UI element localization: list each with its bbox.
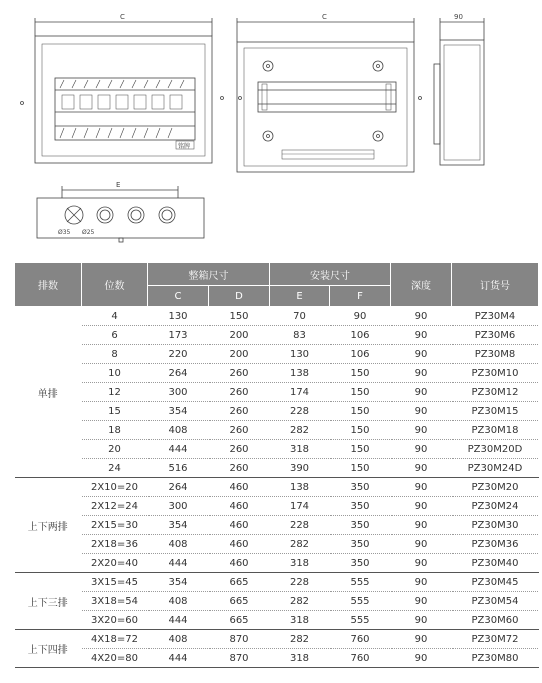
c-cell: 408 (148, 592, 209, 611)
e-cell: 282 (270, 630, 330, 649)
positions-cell: 3X18=54 (82, 592, 148, 611)
d-cell: 870 (209, 649, 270, 668)
order-no-cell: PZ30M8 (452, 345, 539, 364)
c-cell: 444 (148, 440, 209, 459)
c-cell: 354 (148, 402, 209, 421)
table-row (15, 402, 539, 421)
d-cell: 150 (209, 307, 270, 326)
group-label: 上下两排 (15, 478, 82, 573)
f-cell: 555 (330, 592, 391, 611)
order-no-cell: PZ30M54 (452, 592, 539, 611)
c-cell: 444 (148, 611, 209, 630)
order-no-cell: PZ30M18 (452, 421, 539, 440)
d-cell: 460 (209, 497, 270, 516)
order-no-cell: PZ30M60 (452, 611, 539, 630)
d-cell: 260 (209, 402, 270, 421)
positions-cell: 3X20=60 (82, 611, 148, 630)
e-cell: 228 (270, 402, 330, 421)
table-row (15, 649, 539, 668)
e-cell: 70 (270, 307, 330, 326)
positions-cell: 15 (82, 402, 148, 421)
header-d: D (209, 286, 270, 307)
e-cell: 282 (270, 421, 330, 440)
d-cell: 665 (209, 611, 270, 630)
header-rows: 排数 (15, 263, 82, 307)
f-cell: 90 (330, 307, 391, 326)
side-dim-label: 90 (454, 13, 463, 21)
header-depth: 深度 (391, 263, 452, 307)
f-cell: 555 (330, 573, 391, 592)
header-positions: 位数 (82, 263, 148, 307)
table-body (15, 307, 539, 668)
order-no-cell: PZ30M20D (452, 440, 539, 459)
table-row (15, 573, 539, 592)
table-row (15, 630, 539, 649)
depth-cell: 90 (391, 554, 452, 573)
table-row (15, 364, 539, 383)
positions-cell: 8 (82, 345, 148, 364)
front-view-drawing (21, 13, 224, 163)
positions-cell: 2X20=40 (82, 554, 148, 573)
e-cell: 138 (270, 364, 330, 383)
order-no-cell: PZ30M40 (452, 554, 539, 573)
front-dim-label: C (120, 13, 125, 21)
e-cell: 390 (270, 459, 330, 478)
d-cell: 460 (209, 516, 270, 535)
c-cell: 264 (148, 364, 209, 383)
order-no-cell: PZ30M6 (452, 326, 539, 345)
interior-view-drawing (237, 13, 422, 172)
table-row (15, 326, 539, 345)
depth-cell: 90 (391, 383, 452, 402)
depth-cell: 90 (391, 307, 452, 326)
c-cell: 354 (148, 573, 209, 592)
order-no-cell: PZ30M45 (452, 573, 539, 592)
positions-cell: 2X12=24 (82, 497, 148, 516)
positions-cell: 2X15=30 (82, 516, 148, 535)
e-cell: 282 (270, 592, 330, 611)
c-cell: 516 (148, 459, 209, 478)
order-no-cell: PZ30M15 (452, 402, 539, 421)
table-row (15, 516, 539, 535)
side-view-drawing (434, 13, 484, 165)
table-row (15, 611, 539, 630)
group-label: 上下四排 (15, 630, 82, 668)
positions-cell: 6 (82, 326, 148, 345)
d-cell: 200 (209, 326, 270, 345)
depth-cell: 90 (391, 535, 452, 554)
group-label: 上下三排 (15, 573, 82, 630)
table-row (15, 459, 539, 478)
header-c: C (148, 286, 209, 307)
depth-cell: 90 (391, 440, 452, 459)
positions-cell: 4 (82, 307, 148, 326)
c-cell: 300 (148, 383, 209, 402)
positions-cell: 3X15=45 (82, 573, 148, 592)
f-cell: 150 (330, 383, 391, 402)
depth-cell: 90 (391, 421, 452, 440)
c-cell: 300 (148, 497, 209, 516)
header-e: E (270, 286, 330, 307)
technical-drawings (0, 0, 542, 262)
d-cell: 665 (209, 592, 270, 611)
header-install-size: 安装尺寸 (270, 263, 391, 286)
depth-cell: 90 (391, 592, 452, 611)
d-cell: 260 (209, 364, 270, 383)
f-cell: 150 (330, 402, 391, 421)
c-cell: 444 (148, 554, 209, 573)
c-cell: 130 (148, 307, 209, 326)
depth-cell: 90 (391, 630, 452, 649)
positions-cell: 4X20=80 (82, 649, 148, 668)
c-cell: 264 (148, 478, 209, 497)
f-cell: 150 (330, 421, 391, 440)
order-no-cell: PZ30M72 (452, 630, 539, 649)
positions-cell: 2X10=20 (82, 478, 148, 497)
positions-cell: 4X18=72 (82, 630, 148, 649)
c-cell: 444 (148, 649, 209, 668)
table-row (15, 383, 539, 402)
e-cell: 174 (270, 497, 330, 516)
table-row (15, 497, 539, 516)
interior-dim-label: C (322, 13, 327, 21)
table-row (15, 421, 539, 440)
group-label: 单排 (15, 307, 82, 478)
e-cell: 130 (270, 345, 330, 364)
depth-cell: 90 (391, 402, 452, 421)
c-cell: 408 (148, 535, 209, 554)
d-cell: 460 (209, 535, 270, 554)
bottom-view-drawing (37, 181, 204, 242)
positions-cell: 2X18=36 (82, 535, 148, 554)
order-no-cell: PZ30M12 (452, 383, 539, 402)
d-cell: 460 (209, 478, 270, 497)
order-no-cell: PZ30M24 (452, 497, 539, 516)
e-cell: 318 (270, 649, 330, 668)
d-cell: 665 (209, 573, 270, 592)
depth-cell: 90 (391, 478, 452, 497)
e-cell: 228 (270, 573, 330, 592)
c-cell: 408 (148, 630, 209, 649)
d-cell: 460 (209, 554, 270, 573)
knockout-label-35: Ø35 (58, 229, 71, 236)
order-no-cell: PZ30M4 (452, 307, 539, 326)
d-cell: 870 (209, 630, 270, 649)
depth-cell: 90 (391, 364, 452, 383)
e-cell: 138 (270, 478, 330, 497)
order-no-cell: PZ30M20 (452, 478, 539, 497)
knockout-label-25: Ø25 (82, 229, 95, 236)
depth-cell: 90 (391, 497, 452, 516)
c-cell: 220 (148, 345, 209, 364)
header-box-size: 整箱尺寸 (148, 263, 270, 286)
specification-table (14, 262, 539, 668)
order-no-cell: PZ30M10 (452, 364, 539, 383)
nameplate-label: 铭牌 (178, 143, 191, 150)
e-cell: 318 (270, 440, 330, 459)
table-row (15, 554, 539, 573)
f-cell: 150 (330, 364, 391, 383)
table-row (15, 592, 539, 611)
f-cell: 106 (330, 326, 391, 345)
f-cell: 350 (330, 516, 391, 535)
c-cell: 173 (148, 326, 209, 345)
table-row (15, 478, 539, 497)
order-no-cell: PZ30M30 (452, 516, 539, 535)
depth-cell: 90 (391, 326, 452, 345)
depth-cell: 90 (391, 516, 452, 535)
depth-cell: 90 (391, 611, 452, 630)
header-f: F (330, 286, 391, 307)
f-cell: 555 (330, 611, 391, 630)
order-no-cell: PZ30M80 (452, 649, 539, 668)
f-cell: 106 (330, 345, 391, 364)
e-cell: 83 (270, 326, 330, 345)
f-cell: 150 (330, 440, 391, 459)
order-no-cell: PZ30M24D (452, 459, 539, 478)
positions-cell: 24 (82, 459, 148, 478)
depth-cell: 90 (391, 459, 452, 478)
order-no-cell: PZ30M36 (452, 535, 539, 554)
d-cell: 260 (209, 459, 270, 478)
positions-cell: 12 (82, 383, 148, 402)
positions-cell: 20 (82, 440, 148, 459)
d-cell: 260 (209, 383, 270, 402)
e-cell: 282 (270, 535, 330, 554)
f-cell: 350 (330, 554, 391, 573)
f-cell: 350 (330, 478, 391, 497)
d-cell: 260 (209, 421, 270, 440)
d-cell: 260 (209, 440, 270, 459)
c-cell: 354 (148, 516, 209, 535)
table-row (15, 440, 539, 459)
f-cell: 350 (330, 535, 391, 554)
f-cell: 150 (330, 459, 391, 478)
depth-cell: 90 (391, 573, 452, 592)
c-cell: 408 (148, 421, 209, 440)
f-cell: 760 (330, 649, 391, 668)
e-cell: 174 (270, 383, 330, 402)
positions-cell: 18 (82, 421, 148, 440)
e-cell: 318 (270, 554, 330, 573)
table-row (15, 307, 539, 326)
e-cell: 228 (270, 516, 330, 535)
table-row (15, 345, 539, 364)
positions-cell: 10 (82, 364, 148, 383)
bottom-dim-label: E (116, 181, 121, 189)
header-order-no: 订货号 (452, 263, 539, 307)
d-cell: 200 (209, 345, 270, 364)
f-cell: 760 (330, 630, 391, 649)
depth-cell: 90 (391, 345, 452, 364)
f-cell: 350 (330, 497, 391, 516)
table-row (15, 535, 539, 554)
depth-cell: 90 (391, 649, 452, 668)
e-cell: 318 (270, 611, 330, 630)
